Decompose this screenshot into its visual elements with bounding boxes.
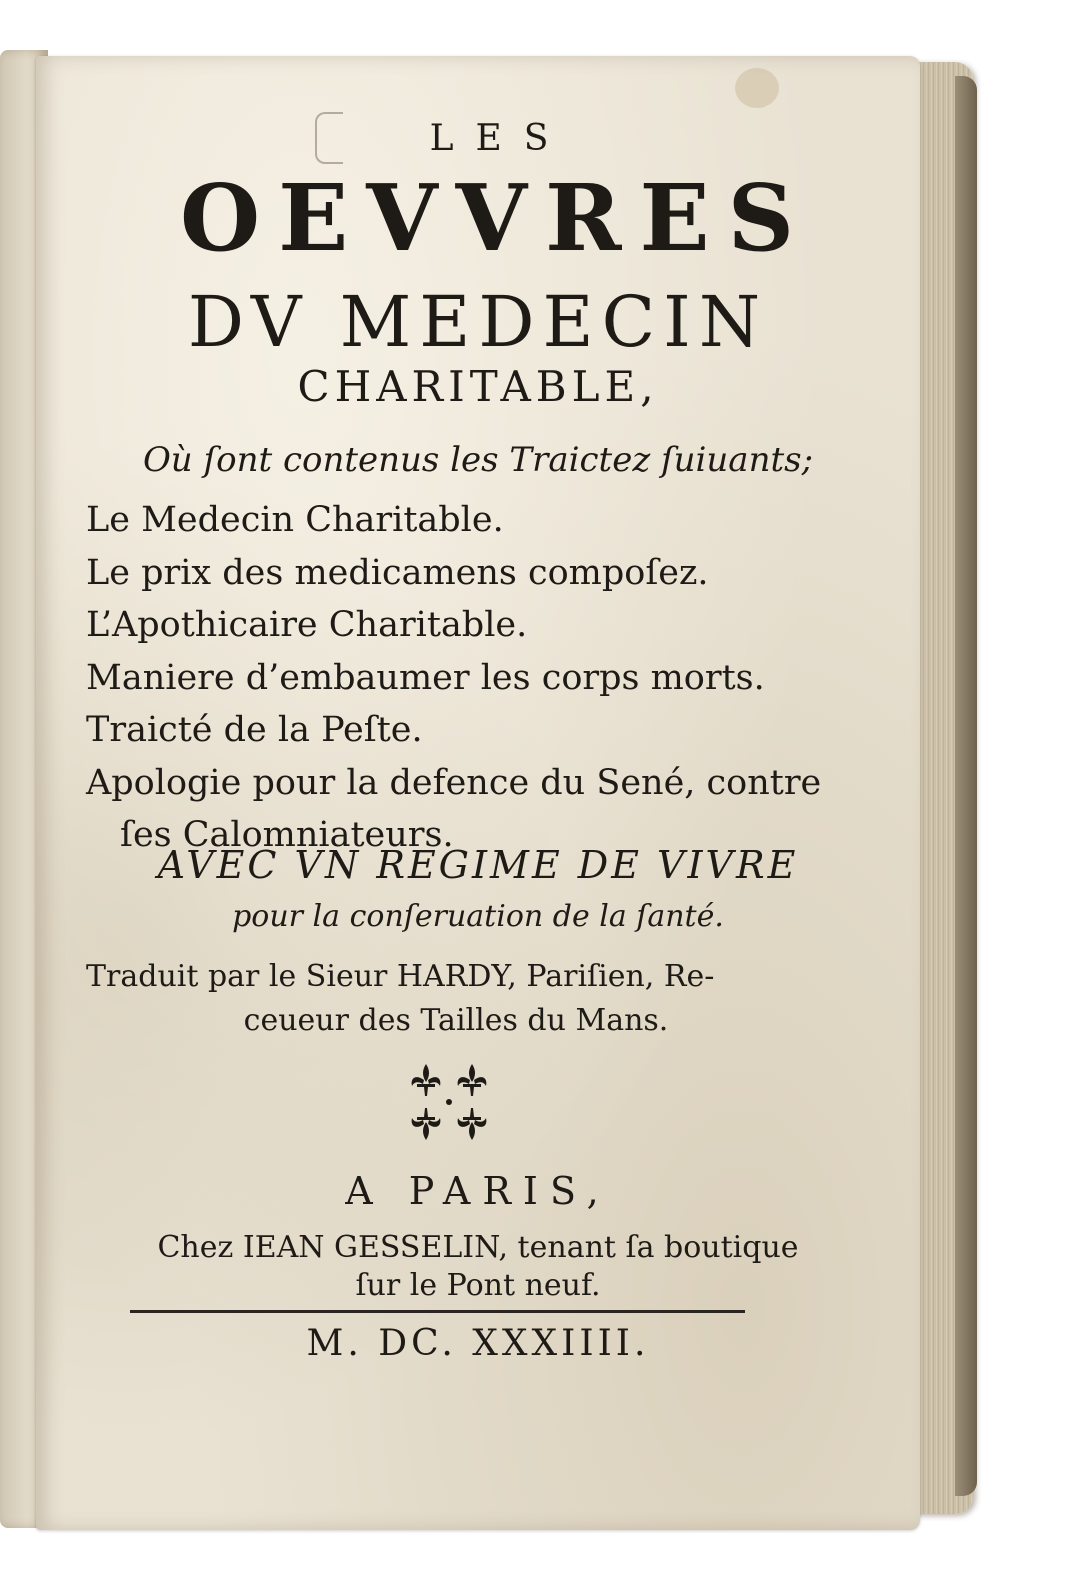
contents-intro: Où ſont contenus les Traictez ſuiuants; xyxy=(142,440,814,480)
treatise-item: ſes Calomniateurs. xyxy=(120,815,454,855)
treatise-item: Maniere d’embaumer les corps morts. xyxy=(86,657,765,698)
publisher-line-2: ſur le Pont neuf. xyxy=(355,1268,601,1303)
imprint-place: A PARIS, xyxy=(345,1169,611,1213)
fleur-de-lis-ornament xyxy=(404,1060,494,1144)
title-les: LES xyxy=(429,118,571,159)
title-oeuvres: OEVVRES xyxy=(179,164,813,272)
fleur-de-lis-icon xyxy=(412,1064,487,1140)
treatise-item: L’Apothicaire Charitable. xyxy=(86,605,528,645)
book-cover-edge xyxy=(955,76,977,1496)
imprint-date: M. DC. XXXIIII. xyxy=(306,1323,650,1364)
treatise-list xyxy=(86,494,826,862)
title-du-medecin: DV MEDECIN xyxy=(187,281,769,363)
translator-line-1: Traduit par le Sieur HARDY, Pariſien, Re- xyxy=(86,959,715,994)
regime-heading: AVEC VN REGIME DE VIVRE xyxy=(157,843,799,887)
treatise-item: Apologie pour la defence du Sené, contre xyxy=(86,762,822,803)
treatise-item: Traicté de la Peſte. xyxy=(86,710,423,750)
translator-line-2: ceueur des Tailles du Mans. xyxy=(243,1003,669,1038)
translator-credit xyxy=(86,955,826,1043)
publisher-line-1: Chez IEAN GESSELIN, tenant ſa boutique xyxy=(157,1230,799,1265)
treatise-item: Le prix des medicamens compoſez. xyxy=(86,552,709,593)
horizontal-rule xyxy=(130,1310,745,1313)
treatise-item: Le Medecin Charitable. xyxy=(86,500,504,540)
paper-stain xyxy=(735,68,779,108)
title-charitable: CHARITABLE, xyxy=(297,362,659,411)
regime-subtitle: pour la conſeruation de la ſanté. xyxy=(232,899,724,934)
